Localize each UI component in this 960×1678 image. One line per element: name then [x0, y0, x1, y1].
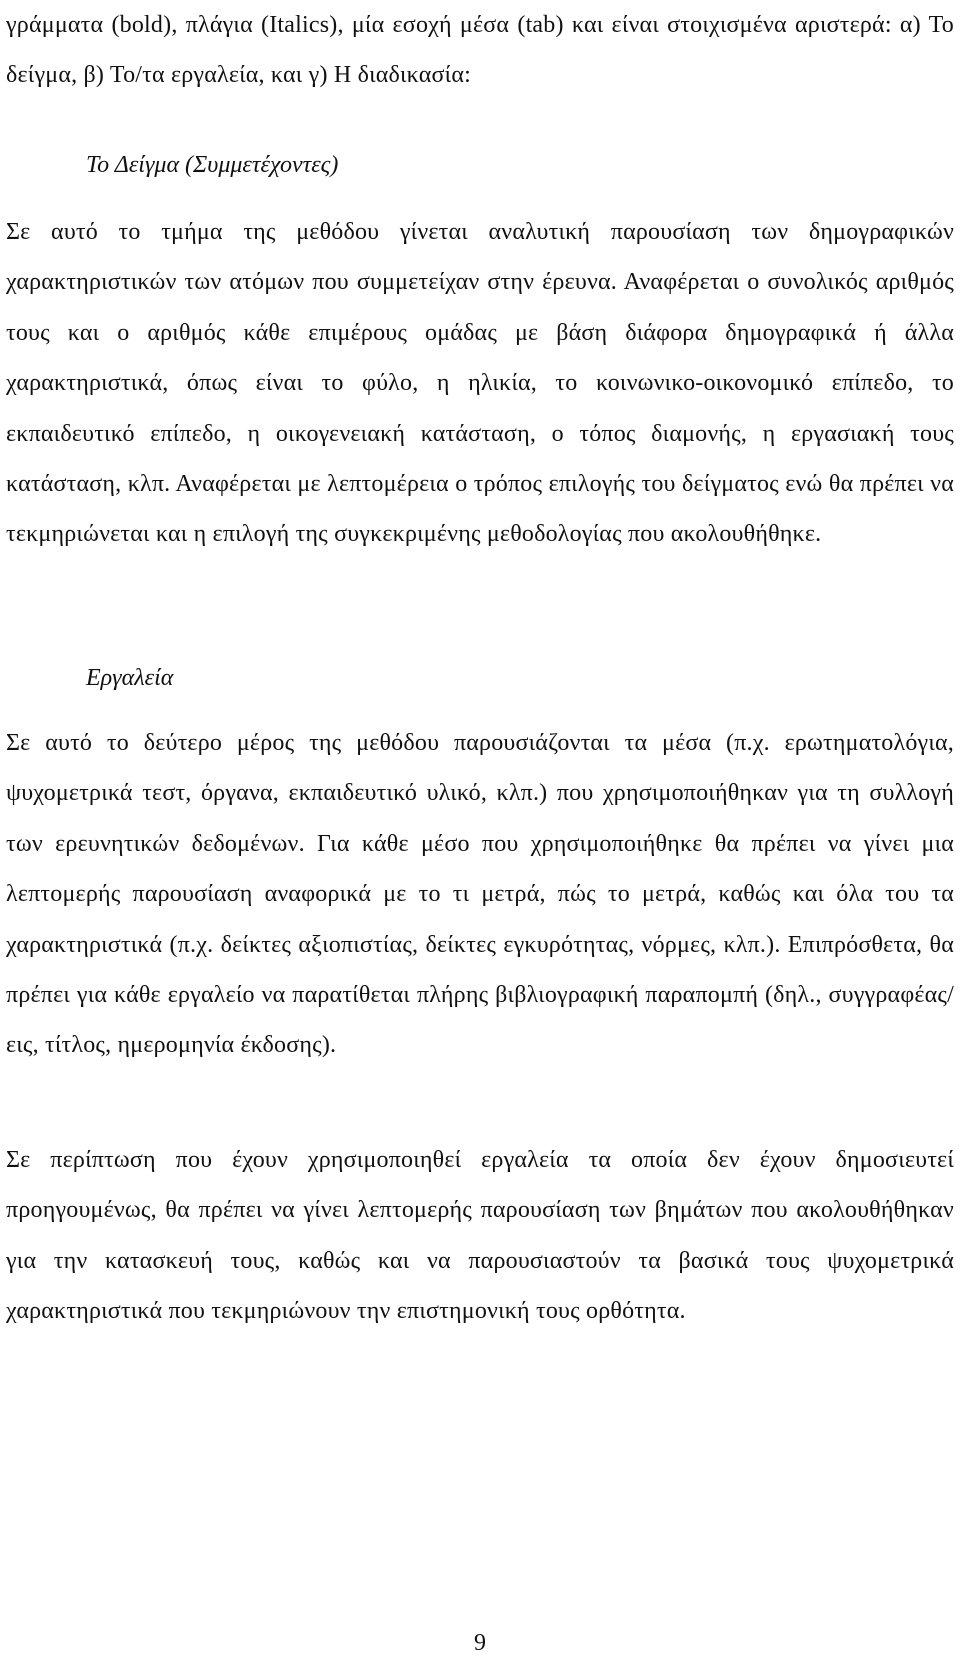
tools-paragraph-unpublished: Σε περίπτωση που έχουν χρησιμοποιηθεί εργαλεία τα οποία δεν έχουν δημοσιευτεί προηγουμένως, θα πρέπει να γίνει λεπτομερής παρουσίαση των βημάτων που ακολουθήθηκαν για την κατασκευή τους, καθώς και να παρουσιαστούν τα βασικά τους ψυχομετρικά χαρακτηριστικά που τεκμηριώνουν την επιστημονική τους ορθότητα.	[6, 1147, 954, 1325]
sample-heading: Το Δείγμα (Συμμετέχοντες)	[86, 152, 339, 178]
intro-paragraph: γράμματα (bold), πλάγια (Italics), μία εσοχή μέσα (tab) και είναι στοιχισμένα αριστερά: α) Το δείγμα, β) Το/τα εργαλεία, και γ) Η διαδικασία:	[6, 12, 954, 89]
sample-paragraph: Σε αυτό το τμήμα της μεθόδου γίνεται αναλυτική παρουσίαση των δημογραφικών χαρακτηριστικών των ατόμων που συμμετείχαν στην έρευνα. Αναφέρεται ο συνολικός αριθμός τους και ο αριθμός κάθε επιμέρους ομάδας με βάση διάφορα δημογραφικά ή άλλα χαρακτηριστικά, όπως είναι το φύλο, η ηλικία, το κοινωνικο-οικονομικό επίπεδο, το εκπαιδευτικό επίπεδο, η οικογενειακή κατάσταση, ο τόπος διαμονής, η εργασιακή τους κατάσταση, κλπ. Αναφέρεται με λεπτομέρεια ο τρόπος επιλογής του δείγματος ενώ θα πρέπει να τεκμηριώνεται και η επιλογή της συγκεκριμένης μεθοδολογίας που ακολουθήθηκε.	[6, 219, 954, 548]
tools-paragraph: Σε αυτό το δεύτερο μέρος της μεθόδου παρουσιάζονται τα μέσα (π.χ. ερωτηματολόγια, ψυχομετρικά τεστ, όργανα, εκπαιδευτικό υλικό, κλπ.) που χρησιμοποιήθηκαν για τη συλλογή των ερευνητικών δεδομένων. Για κάθε μέσο που χρησιμοποιήθηκε θα πρέπει να γίνει μια λεπτομερής παρουσίαση αναφορικά με το τι μετρά, πώς το μετρά, καθώς και όλα του τα χαρακτηριστικά (π.χ. δείκτες αξιοπιστίας, δείκτες εγκυρότητας, νόρμες, κλπ.). Επιπρόσθετα, θα πρέπει για κάθε εργαλείο να παρατίθεται πλήρης βιβλιογραφική παραπομπή (δηλ., συγγραφέας/εις, τίτλος, ημερομηνία έκδοσης).	[6, 730, 954, 1059]
page-number: 9	[474, 1630, 486, 1656]
tools-heading: Εργαλεία	[86, 665, 174, 691]
